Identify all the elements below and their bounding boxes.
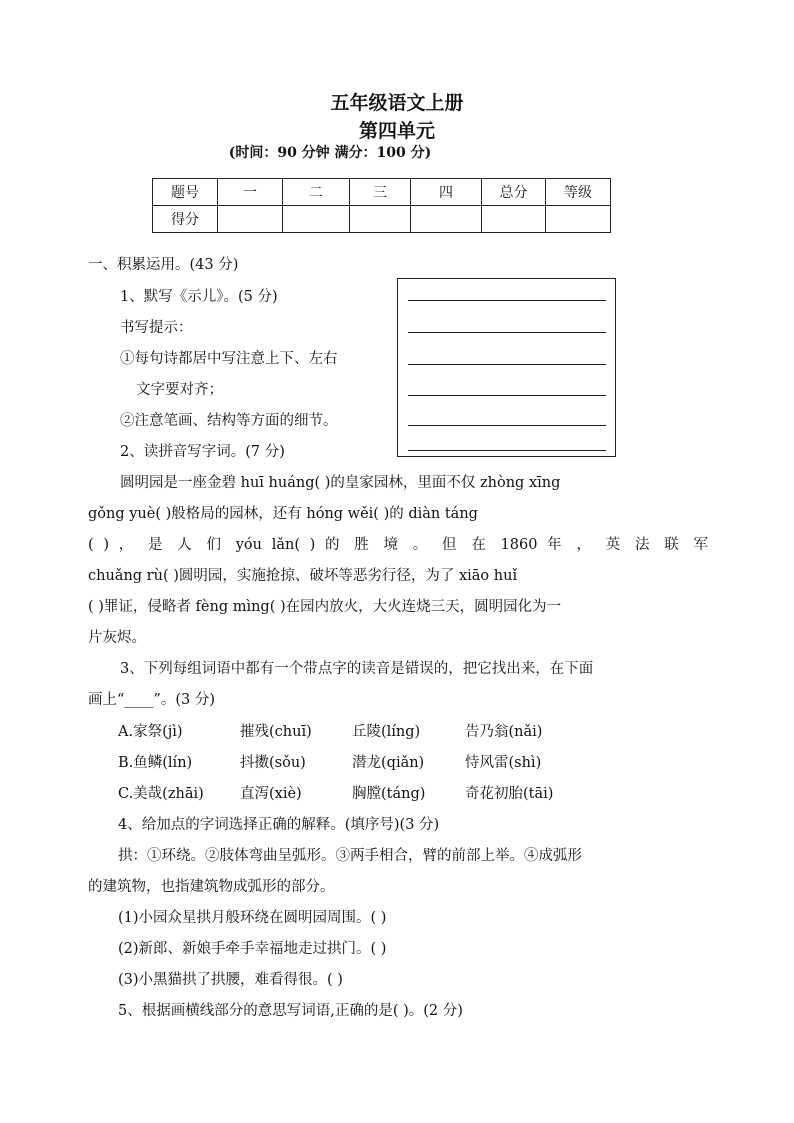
section-1-heading: 一、积累运用。(43 分) bbox=[88, 257, 239, 273]
q4-sentence-1: (1)小园众星拱月般环绕在圆明园周围。( ) bbox=[118, 910, 387, 926]
q5-title: 5、根据画横线部分的意思写词语,正确的是( )。(2 分) bbox=[118, 1003, 463, 1019]
writing-line bbox=[408, 425, 606, 426]
q2-line-3: ( ) ， 是 人 们 yóu lǎn( ) 的 胜 境 。 但 在 1860 年 ， 英 法 联 军 bbox=[88, 537, 708, 553]
q2-title: 2、读拼音写字词。(7 分) bbox=[120, 444, 285, 460]
q1-tip-1: ①每句诗都居中写注意上下、左右 bbox=[120, 351, 338, 367]
q3-option-a-4: 告乃翁(nǎi) bbox=[465, 724, 543, 740]
score-table bbox=[152, 178, 611, 233]
q3-option-b-4: 恃风雷(shì) bbox=[465, 755, 542, 771]
q3-option-c-2: 直泻(xiè) bbox=[240, 786, 302, 802]
q1-tip-2: ②注意笔画、结构等方面的细节。 bbox=[120, 413, 338, 429]
q3-option-b-1: B.鱼鳞(lín) bbox=[118, 755, 193, 771]
q3-option-b-3: 潜龙(qiǎn) bbox=[352, 755, 425, 771]
q2-line-5: ( )罪证，侵略者 fèng mìng( )在园内放火，大火连烧三天，圆明园化为一 bbox=[88, 599, 562, 615]
q4-sentence-3: (3)小黑猫拱了拱腰，难看得很。( ) bbox=[118, 972, 343, 988]
q3-option-c-3: 胸膛(táng) bbox=[352, 786, 426, 802]
score-header-cell: 四 bbox=[411, 179, 482, 206]
unit-title: 第四单元 bbox=[358, 120, 435, 142]
q3-option-c-1: C.美哉(zhāi) bbox=[118, 786, 204, 802]
q4-definition-cont: 的建筑物，也指建筑物成弧形的部分。 bbox=[88, 879, 335, 895]
score-header-cell: 等级 bbox=[546, 179, 611, 206]
score-header-cell: 二 bbox=[283, 179, 350, 206]
q3-option-a-1: A.家祭(jì) bbox=[118, 724, 183, 740]
score-cell[interactable] bbox=[482, 206, 546, 233]
q4-title: 4、给加点的字词选择正确的解释。(填序号)(3 分) bbox=[118, 817, 440, 833]
q1-tip-title: 书写提示： bbox=[120, 320, 193, 336]
score-cell[interactable] bbox=[350, 206, 411, 233]
score-cell[interactable] bbox=[546, 206, 611, 233]
q2-line-4: chuǎng rù( )圆明园，实施抢掠、破坏等恶劣行径，为了 xiāo huǐ bbox=[88, 568, 518, 584]
score-table-header-row bbox=[153, 179, 611, 206]
exam-meta: (时间：90 分钟 满分：100 分) bbox=[228, 145, 432, 161]
score-header-cell: 三 bbox=[350, 179, 411, 206]
writing-line bbox=[408, 300, 606, 301]
q3-title-cont: 画上“____”。(3 分) bbox=[88, 692, 215, 708]
score-cell[interactable] bbox=[411, 206, 482, 233]
q3-option-b-2: 抖擞(sǒu) bbox=[240, 755, 306, 771]
score-cell[interactable] bbox=[283, 206, 350, 233]
score-cell[interactable] bbox=[218, 206, 283, 233]
q3-option-a-2: 摧残(chuī) bbox=[240, 724, 312, 740]
q2-line-6: 片灰烬。 bbox=[88, 630, 146, 646]
q1-tip-1-cont: 文字要对齐； bbox=[136, 382, 223, 398]
score-header-cell: 总分 bbox=[482, 179, 546, 206]
q1-title: 1、默写《示儿》。(5 分) bbox=[120, 289, 278, 305]
q2-line-1: 圆明园是一座金碧 huī huáng( )的皇家园林，里面不仅 zhòng xīng bbox=[120, 475, 561, 491]
writing-line bbox=[408, 395, 606, 396]
q3-option-c-4: 奇花初胎(tāi) bbox=[465, 786, 554, 802]
writing-line bbox=[408, 450, 606, 451]
page-title: 五年级语文上册 bbox=[330, 92, 464, 114]
poem-writing-box[interactable] bbox=[397, 278, 616, 457]
q4-sentence-2: (2)新郎、新娘手牵手幸福地走过拱门。( ) bbox=[118, 941, 387, 957]
q4-definition: 拱：①环绕。②肢体弯曲呈弧形。③两手相合，臂的前部上举。④成弧形 bbox=[118, 848, 582, 864]
writing-line bbox=[408, 364, 606, 365]
q3-option-a-3: 丘陵(líng) bbox=[352, 724, 421, 740]
writing-line bbox=[408, 332, 606, 333]
score-header-cell: 一 bbox=[218, 179, 283, 206]
score-header-cell: 题号 bbox=[153, 179, 218, 206]
score-table-score-row bbox=[153, 206, 611, 233]
q2-line-2: gǒng yuè( )般格局的园林，还有 hóng wěi( )的 diàn táng bbox=[88, 506, 478, 522]
score-row-label: 得分 bbox=[153, 206, 218, 233]
q3-title: 3、下列每组词语中都有一个带点字的读音是错误的，把它找出来，在下面 bbox=[120, 661, 594, 677]
